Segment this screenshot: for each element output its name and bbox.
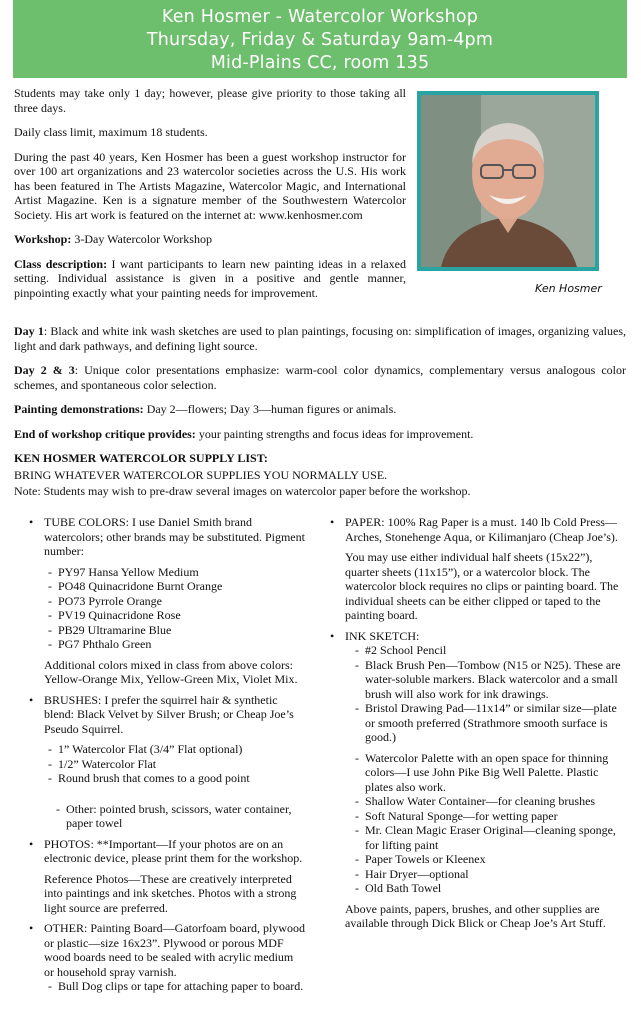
misc-item: - Old Bath Towel <box>351 881 621 896</box>
demo-text: Day 2—flowers; Day 3—human figures or animals. <box>143 402 397 416</box>
brush-other-list <box>52 802 306 831</box>
supplier-note: Above paints, papers, brushes, and other supplies are available through Dick Blick or Cheap Joe’s Art Stuff. <box>345 901 606 930</box>
ink-item: - Bristol Drawing Pad—11x14” or similar size—plate or smooth preferred (Strathmore smooth surface is good.) <box>351 701 621 745</box>
class-limit: Daily class limit, maximum 18 students. <box>14 125 208 139</box>
bullet-icon: • <box>29 921 34 935</box>
ink-item: - Black Brush Pen—Tombow (N15 or N25). These are water-soluble markers. Black watercolor and a small brush will also work for ink drawings. <box>351 658 621 702</box>
supply-heading <box>14 451 626 466</box>
intro-section <box>14 86 406 310</box>
critique-text: your painting strengths and focus ideas for improvement. <box>195 426 474 441</box>
photos-intro: PHOTOS: **Important—If your photos are on an electronic device, please print them for the workshop. <box>44 836 303 865</box>
attendance-note: Students may take only 1 day; however, please give priority to those taking all three days. <box>14 86 406 115</box>
paper-intro: PAPER: 100% Rag Paper is a must. 140 lb Cold Press—Arches, Stonehenge Aqua, or Kilimanjaro (Cheap Joe’s). <box>345 515 618 544</box>
photo-caption: Ken Hosmer <box>535 282 602 295</box>
day1-text: : Black and white ink wash sketches are used to plan paintings, focusing on: simplification of images, organizing values, light and dark pathways, and defining light source. <box>14 324 626 353</box>
misc-item: - Paper Towels or Kleenex <box>351 852 621 867</box>
brushes-intro: BRUSHES: I prefer the squirrel hair & synthetic blend: Black Velvet by Silver Brush; or Cheap Joe’s Pseudo Squirrel. <box>44 692 294 736</box>
additional-colors: Additional colors mixed in class from above colors: Yellow-Orange Mix, Yellow-Green Mix, Violet Mix. <box>44 657 298 686</box>
brush-item: - Round brush that comes to a good point <box>44 771 306 786</box>
misc-item: - Watercolor Palette with an open space for thinning colors—I use John Pike Big Well Palette. Plastic plates also work. <box>351 751 621 795</box>
brush-other-item: - Other: pointed brush, scissors, water container, paper towel <box>52 802 306 831</box>
pigment-item: - PG7 Phthalo Green <box>44 637 306 652</box>
misc-item: - Soft Natural Sponge—for wetting paper <box>351 809 621 824</box>
class-description-label: Class description: <box>14 256 108 271</box>
misc-item: - Shallow Water Container—for cleaning brushes <box>351 794 621 809</box>
tube-colors-intro: TUBE COLORS: I use Daniel Smith brand watercolors; other brands may be substituted. Pigment number: <box>44 515 305 558</box>
brush-item: - 1” Watercolor Flat (3/4” Flat optional) <box>44 742 306 757</box>
misc-supply-list <box>351 751 621 896</box>
class-description-text: I want participants to learn new painting ideas in a relaxed setting. Individual assistance is given in a positive and gentle manner, pinpointing exactly what your painting needs for improvement. <box>14 256 406 300</box>
day1-label: Day 1 <box>14 324 44 338</box>
misc-item: - Hair Dryer—optional <box>351 867 621 882</box>
other-item: - Bull Dog clips or tape for attaching paper to board. <box>44 979 306 994</box>
instructor-photo <box>417 91 599 271</box>
day23-label: Day 2 & 3 <box>14 363 75 377</box>
ink-sketch-list <box>351 643 621 745</box>
brush-item: - 1/2” Watercolor Flat <box>44 757 306 772</box>
workshop-label: Workshop: <box>14 232 72 246</box>
ink-sketch-intro: INK SKETCH: <box>345 628 420 643</box>
list-item <box>330 628 621 931</box>
other-intro: OTHER: Painting Board—Gatorfoam board, plywood or plastic—size 16x23”. Plywood or porous MDF wood boards need to be sealed with acrylic medium or household spray varnish. <box>44 921 305 979</box>
banner-location: Mid-Plains CC, room 135 <box>210 53 430 73</box>
other-list <box>44 979 306 994</box>
pigment-item: - PY97 Hansa Yellow Medium <box>44 565 306 580</box>
bullet-icon: • <box>29 515 34 529</box>
pigment-list <box>44 565 306 652</box>
supply-note: Note: Students may wish to pre-draw several images on watercolor paper before the workshop. <box>14 484 471 498</box>
pigment-item: - PV19 Quinacridone Rose <box>44 608 306 623</box>
misc-item: - Mr. Clean Magic Eraser Original—cleaning sponge, for lifting paint <box>351 823 621 852</box>
bullet-icon: • <box>29 836 34 851</box>
workshop-text: 3-Day Watercolor Workshop <box>71 232 212 246</box>
workshop-line <box>14 232 406 247</box>
portrait-illustration <box>421 95 595 267</box>
workshop-details <box>14 324 626 509</box>
ink-item: - #2 School Pencil <box>351 643 621 658</box>
bullet-icon: • <box>29 692 34 707</box>
bullet-icon: • <box>330 515 335 529</box>
bullet-icon: • <box>330 628 335 643</box>
list-item <box>330 515 621 623</box>
demo-paragraph <box>14 402 626 417</box>
reference-photos: Reference Photos—These are creatively interpreted into paintings and ink sketches. Photos with a strong light source are preferred. <box>44 871 297 915</box>
list-item <box>29 836 306 916</box>
list-item <box>29 692 306 831</box>
day23-paragraph <box>14 363 626 392</box>
day1-paragraph <box>14 324 626 353</box>
day23-text: : Unique color presentations emphasize: warm-cool color dynamics, complementary versus analogous color schemes, and spontaneous color selection. <box>14 363 626 392</box>
title-banner <box>13 0 627 78</box>
pigment-item: - PO73 Pyrrole Orange <box>44 594 306 609</box>
paper-details: You may use either individual half sheets (15x22”), quarter sheets (11x15”), or a watercolor block. The watercolor block requires no clips or painting board. The individual sheets can be either clipped or taped to the painting board. <box>345 550 619 622</box>
instructor-bio: During the past 40 years, Ken Hosmer has been a guest workshop instructor for over 100 art organizations and 23 watercolor societies across the U.S. His work has been featured in The Artists Magazine, Watercolor Magic, and International Artist Magazine. Ken is a signature member of the Southwestern Watercolor Society. His art work is featured on the internet at: www.kenhosmer.com <box>14 149 406 222</box>
demo-label: Painting demonstrations: <box>14 402 144 416</box>
critique-label: End of workshop critique provides: <box>14 426 196 441</box>
list-item <box>29 921 306 994</box>
pigment-item: - PB29 Ultramarine Blue <box>44 623 306 638</box>
pigment-item: - PO48 Quinacridone Burnt Orange <box>44 579 306 594</box>
banner-schedule: Thursday, Friday & Saturday 9am-4pm <box>146 30 494 50</box>
supply-subheading: BRING WHATEVER WATERCOLOR SUPPLIES YOU NORMALLY USE. <box>14 467 388 482</box>
class-description <box>14 257 406 301</box>
brush-list <box>44 742 306 786</box>
list-item <box>29 515 306 687</box>
supply-column-right <box>330 515 621 937</box>
banner-title: Ken Hosmer - Watercolor Workshop <box>161 7 479 27</box>
supply-column-left <box>29 515 306 1000</box>
critique-paragraph <box>14 427 626 442</box>
supply-heading-text: KEN HOSMER WATERCOLOR SUPPLY LIST: <box>14 451 268 465</box>
